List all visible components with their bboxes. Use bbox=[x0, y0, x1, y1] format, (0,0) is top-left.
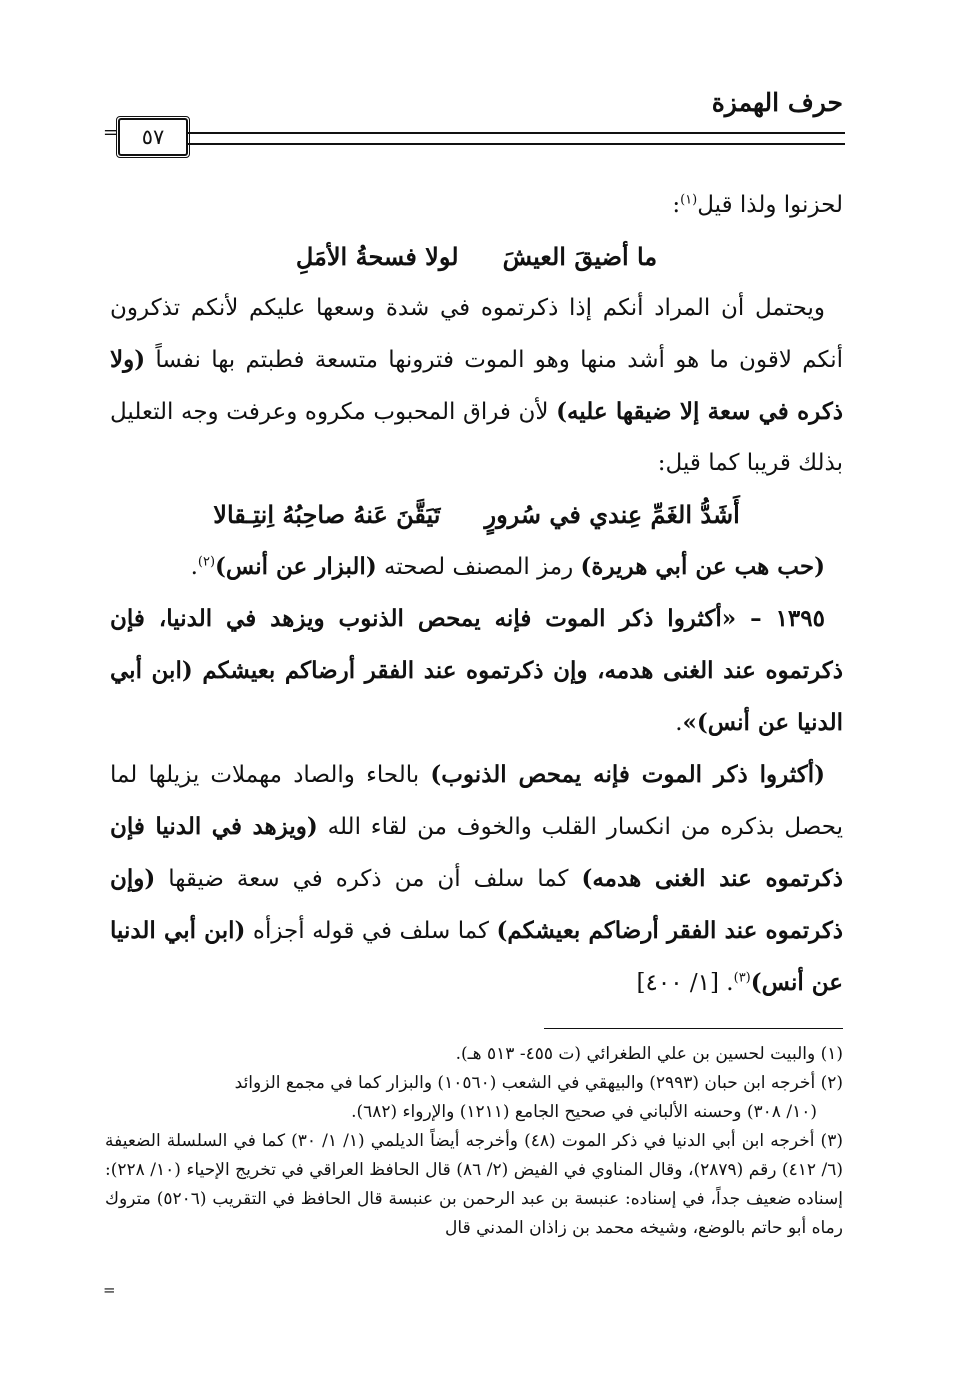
paragraph-2-text-2: لأن فراق المحبوب مكروه وعرفت وجه التعليل بذلك قريبا كما قيل: bbox=[110, 399, 843, 476]
paragraph-5-quote-3: (وإن ذكرتموه عند الفقر أرضاكم بعيشكم) bbox=[110, 865, 844, 944]
footnote-2: (٢) أخرجه ابن حبان (٢٩٩٣) والبيهقي في الشعب (١٠٥٦٠) والبزار كما في مجمع الزوائد bbox=[234, 1073, 843, 1093]
paragraph-1-text: لحزنوا ولذا قيل bbox=[697, 192, 843, 218]
page-number: ٥٧ bbox=[141, 125, 165, 149]
footnote-1: (١) والبيت لحسين بن علي الطغرائي (ت ٤٥٥- ٥١٣ هـ). bbox=[455, 1044, 843, 1064]
paragraph-2-text-1: ويحتمل أن المراد أنكم إذا ذكرتموه في شدة وسعها عليكم لأنكم تذكرون أنكم لاقون ما هو أشد منها وهو الموت فترونها متسعة فطبتم بها نفساً bbox=[110, 295, 844, 373]
running-title: حرف الهمزة bbox=[711, 88, 843, 117]
footnote-3: (٣) أخرجه ابن أبي الدنيا في ذكر الموت (٤٨) وأخرجه أيضاً الديلمي (١/ ١/ ٣٠) كما في السلسلة الضعيفة (٦/ ٤١٢) رقم (٢٨٧٩)، وقال المناوي في الفيض (٢/ ٨٦) قال الحافظ العراقي في تخريج الإحياء (١٠/ ٢٢٨): إسناده ضعيف جداً، في إسناده: عنبسة بن عبد الرحمن بن عنبسة قال الحافظ في التقريب (٥٢٠٦) متروك رماه أبو حاتم بالوضع، وشيخه محمد بن زاذان المدني قال bbox=[105, 1131, 844, 1238]
main-text bbox=[110, 180, 843, 1009]
paragraph-5-quote-2: (ويزهد في الدنيا فإن ذكرتموه عند الغنى هدمه) bbox=[110, 813, 844, 892]
footnote-separator bbox=[544, 1028, 843, 1029]
paragraph-1-colon: : bbox=[672, 192, 681, 218]
footnote-ref-1: (١) bbox=[680, 192, 698, 208]
paragraph-5-source: (ابن أبي الدنيا عن أنس) bbox=[110, 917, 843, 996]
paragraph-2 bbox=[110, 283, 843, 489]
paragraph-3-end: . bbox=[190, 554, 198, 580]
paragraph-5-volume-ref: . [١/ ٤٠٠] bbox=[636, 970, 734, 996]
footnote-2-continuation: (١٠/ ٣٠٨) وحسنه الألباني في صحيح الجامع (١٢١١) والإرواء (٦٨٢). bbox=[351, 1102, 817, 1122]
paragraph-3 bbox=[110, 541, 843, 593]
footnote-ref-3: (٣) bbox=[733, 970, 751, 986]
verse-2-first-hemistich: أَشَدُّ الغَمِّ عِندي في سُرورٍ bbox=[484, 500, 740, 529]
footnotes bbox=[105, 1040, 843, 1243]
paragraph-3-source-1: (حب هب عن أبي هريرة) bbox=[580, 553, 825, 580]
paragraph-5 bbox=[110, 749, 843, 1009]
paragraph-1 bbox=[110, 180, 843, 231]
hadith-1395-end: . bbox=[675, 710, 683, 736]
paragraph-5-text-3: كما سلف في قوله أجزأه bbox=[252, 918, 489, 944]
header-marker: = bbox=[103, 122, 119, 143]
verse-1-second-hemistich: لولا فسحةُ الأمَلِ bbox=[295, 242, 459, 271]
header-rule bbox=[182, 132, 845, 145]
paragraph-3-text: رمز المصنف لصحته bbox=[384, 554, 574, 580]
page-number-box bbox=[118, 118, 188, 156]
verse-1 bbox=[110, 231, 843, 283]
paragraph-2-quote: (ولا ذكره في سعة إلا ضيقها عليه) bbox=[110, 346, 844, 425]
footnote-continuation-marker: = bbox=[103, 1281, 116, 1299]
footnote-ref-2: (٢) bbox=[197, 554, 216, 570]
verse-2-second-hemistich: تَيَقَّنَ عَنهُ صاحِبُهُ اِنتِـقالا bbox=[213, 500, 441, 529]
paragraph-5-quote-1: (أكثروا ذكر الموت فإنه يمحص الذنوب) bbox=[430, 761, 826, 788]
paragraph-5-text-1: بالحاء والصاد مهملات يزيلها لما يحصل بذكره من انكسار القلب والخوف من لقاء الله bbox=[110, 762, 843, 840]
verse-1-first-hemistich: ما أضيقَ العيشَ bbox=[502, 242, 658, 271]
verse-2 bbox=[110, 489, 843, 541]
hadith-1395-text: ١٣٩٥ – «أكثروا ذكر الموت فإنه يمحص الذنوب ويزهد في الدنيا، فإن ذكرتموه عند الغنى هدمه، وإن ذكرتموه عند الفقر أرضاكم بعيشكم (ابن أبي الدنيا عن أنس)» bbox=[110, 605, 843, 736]
paragraph-3-source-2: (البزار عن أنس) bbox=[215, 553, 377, 580]
paragraph-5-text-2: كما سلف أن من ذكره في سعة ضيقها bbox=[168, 866, 569, 892]
hadith-1395 bbox=[110, 593, 843, 749]
